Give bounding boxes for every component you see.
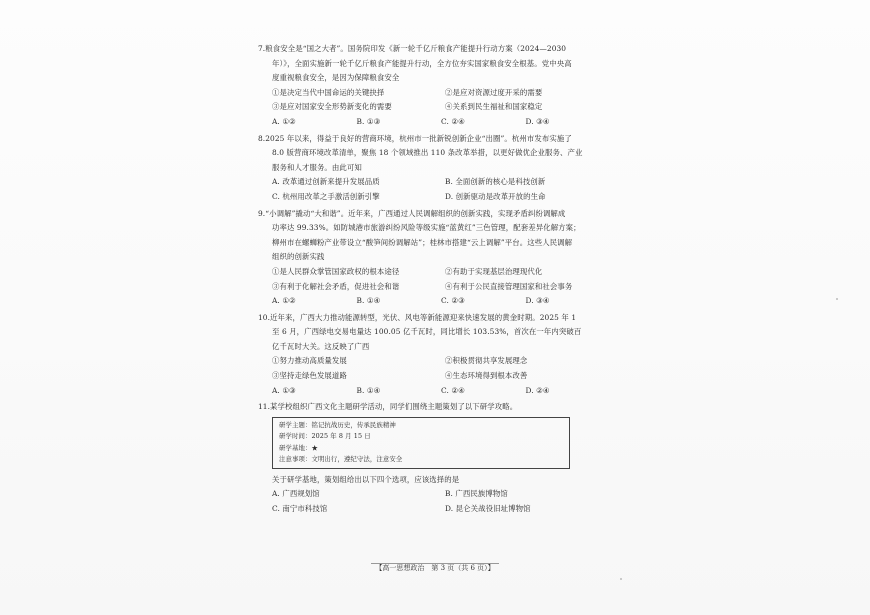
plan-notes: 注意事项：文明出行，遵纪守法，注意安全 xyxy=(279,455,403,464)
q10-item: ④生态环境得到根本改善 xyxy=(445,371,528,381)
q8-stem-line: 8.2025 年以来，得益于良好的营商环境，杭州市一批新锐创新企业“出圈”。杭州市发布实施了 xyxy=(258,133,572,143)
scan-speck xyxy=(836,298,838,300)
q7-choices xyxy=(258,115,610,130)
question-column xyxy=(258,42,610,519)
footer-text: 【高一思想政治 第 3 页（共 6 页）】 xyxy=(371,563,498,572)
q9-stem-line: 9.“小调解”撬动“大和谐”。近年来，广西通过人民调解组织的创新实践，实现矛盾纠纷调解成 xyxy=(258,208,566,218)
question-8 xyxy=(258,132,610,205)
q7-item: ④关系到民生福祉和国家稳定 xyxy=(445,102,543,112)
q9-choice: A. ①② xyxy=(272,296,296,306)
q7-item: ①是决定当代中国命运的关键抉择 xyxy=(272,87,385,97)
q8-options xyxy=(258,175,610,204)
q7-item: ②是应对资源过度开采的需要 xyxy=(445,87,543,97)
q8-stem-line: 8.0 版营商环境改革清单，聚焦 18 个领域推出 110 条改革举措，以更好做优企业服务、产业 xyxy=(272,148,583,158)
q8-option: C. 杭州用改革之手激活创新引擎 xyxy=(272,191,380,201)
plan-base: 研学基地：★ xyxy=(279,443,318,452)
q9-stem-line: 组织的创新实践 xyxy=(272,252,325,262)
q10-stem-line: 亿千瓦时大关。这反映了广西 xyxy=(272,341,370,351)
question-7 xyxy=(258,42,610,130)
q9-stem-line: 功率达 99.33%。如防城港市旅游纠纷风险等级实施“蓝黄红”三色管理，配套差异化解方案； xyxy=(272,223,581,233)
q9-item: ④有利于公民直接管理国家和社会事务 xyxy=(445,281,573,291)
q11-option: C. 南宁市科技馆 xyxy=(272,504,328,514)
page-footer xyxy=(0,563,870,573)
q8-option: D. 创新驱动是改革开放的生命 xyxy=(445,191,546,201)
study-plan-box xyxy=(272,417,570,469)
q7-stem-line: 度重视粮食安全，是因为保障粮食安全 xyxy=(272,73,400,83)
q10-items xyxy=(258,354,610,383)
q7-items xyxy=(258,86,610,115)
q7-choice: B. ①③ xyxy=(356,116,381,126)
q7-item: ③是应对国家安全形势新变化的需要 xyxy=(272,102,392,112)
q8-option: A. 改革通过创新来提升发展品质 xyxy=(272,177,380,187)
q11-prompt: 关于研学基地，策划组给出以下四个选项，应该选择的是 xyxy=(272,474,460,484)
q8-option: B. 全面创新的核心是科技创新 xyxy=(445,177,546,187)
q7-stem-line: 年）》，全面实施新一轮千亿斤粮食产能提升行动，全方位夯实国家粮食安全根基。党中央高 xyxy=(272,58,572,68)
q10-item: ③坚持走绿色发展道路 xyxy=(272,371,347,381)
q11-option: A. 广西规划馆 xyxy=(272,489,320,499)
plan-date: 研学时间：2025 年 8 月 15 日 xyxy=(279,432,371,441)
q11-option: B. 广西民族博物馆 xyxy=(445,489,508,499)
q11-option: D. 昆仑关战役旧址博物馆 xyxy=(445,504,531,514)
plan-theme: 研学主题：铭记抗战历史，传承民族精神 xyxy=(279,420,396,429)
q9-choice: C. ②③ xyxy=(441,296,465,306)
q11-stem: 11.某学校组织广西文化主题研学活动，同学们围绕主题策划了以下研学攻略。 xyxy=(258,402,518,412)
q9-stem-line: 柳州市在螺蛳粉产业带设立“酸笋间纷调解站”；桂林市搭建“云上调解”平台。这些人民调解 xyxy=(272,237,573,247)
question-9 xyxy=(258,207,610,309)
q7-choice: A. ①② xyxy=(272,116,296,126)
q8-stem-line: 服务和人才服务。由此可知 xyxy=(272,162,362,172)
q10-stem-line: 10.近年来，广西大力推动能源转型，光伏、风电等新能源迎来快速发展的黄金时期。2025 年 1 xyxy=(258,312,577,322)
q11-options xyxy=(258,487,610,516)
q10-item: ②积极贯彻共享发展理念 xyxy=(445,356,528,366)
q10-choice: C. ②④ xyxy=(441,385,465,395)
q9-items xyxy=(258,265,610,294)
question-11 xyxy=(258,400,610,516)
q9-item: ①是人民群众掌管国家政权的根本途径 xyxy=(272,266,400,276)
scan-speck xyxy=(620,578,622,580)
q10-choice: D. ②④ xyxy=(525,385,550,395)
q10-choice: A. ①③ xyxy=(272,385,296,395)
q10-stem-line: 至 6 月，广西绿电交易电量达 100.05 亿千瓦时，同比增长 103.53%，首次在一年内突破百 xyxy=(272,327,582,337)
q10-choices xyxy=(258,384,610,399)
q9-item: ③有利于化解社会矛盾，促进社会和谐 xyxy=(272,281,400,291)
q9-choice: D. ③④ xyxy=(525,296,550,306)
q9-choice: B. ①④ xyxy=(356,296,381,306)
q7-choice: D. ③④ xyxy=(525,116,550,126)
q10-item: ①努力推动高质量发展 xyxy=(272,356,347,366)
question-10 xyxy=(258,311,610,399)
q7-stem-line: 7.粮食安全是“国之大者”。国务院印发《新一轮千亿斤粮食产能提升行动方案（2024—2030 xyxy=(258,44,567,53)
q9-item: ②有助于实现基层治理现代化 xyxy=(445,266,543,276)
q10-choice: B. ①④ xyxy=(356,385,381,395)
q9-choices xyxy=(258,294,610,309)
q7-choice: C. ②④ xyxy=(441,116,465,126)
